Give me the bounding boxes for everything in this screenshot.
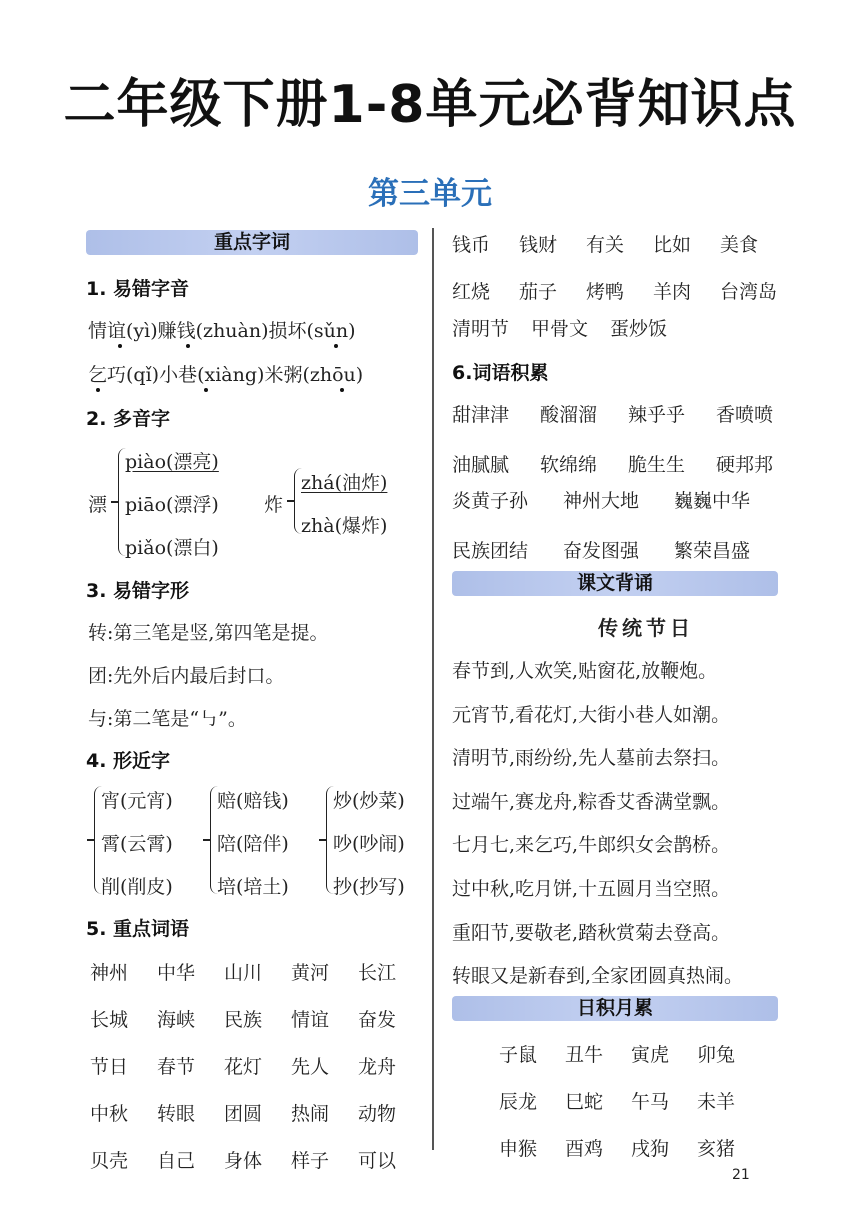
s1-row-2 [88,360,363,387]
poem-line: 重阳节,要敬老,踏秋赏菊去登高。 [452,921,731,944]
page-title: 二年级下册1-8单元必背知识点 [63,75,797,135]
word: 神州 [90,962,129,984]
zodiac-item: 亥猪 [697,1138,736,1160]
zodiac-item: 申猴 [499,1138,538,1160]
word: 长江 [358,962,397,984]
word: 钱币 [452,234,491,256]
s6-words-idioms [452,486,785,563]
polyphone-item: piào(漂亮) [125,451,219,473]
word: 脆生生 [628,454,686,476]
zodiac-item: 戌狗 [631,1138,670,1160]
word: 春节 [157,1056,196,1078]
similar-char: 宵(元宵) [101,790,173,812]
word: 软绵绵 [540,454,598,476]
poem-line: 春节到,人欢笑,贴窗花,放鞭炮。 [452,660,718,682]
similar-char: 霄(云霄) [101,833,173,855]
column-divider [432,228,434,1150]
word: 奋发图强 [563,540,640,562]
zodiac-item: 未羊 [697,1091,736,1113]
word: 烤鸭 [586,281,625,303]
page-number: 21 [732,1167,750,1183]
s3-heading: 3. 易错字形 [86,580,190,602]
word: 有关 [586,234,625,256]
word: 油腻腻 [452,454,510,476]
word: 龙舟 [358,1056,397,1078]
word: 自己 [157,1150,196,1172]
poem-title: 传统节日 [598,616,694,640]
emphasis-dot [118,344,122,348]
emphasis-dot [204,388,208,392]
word: 可以 [358,1150,397,1172]
word: 炎黄子孙 [452,490,529,512]
word: 甜津津 [452,404,510,426]
s3-line: 团:先外后内最后封口。 [88,665,285,687]
polyphone-item: zhá(油炸) [301,472,388,494]
poem-body [452,650,743,999]
word: 神州大地 [563,490,640,512]
word: 中华 [157,962,196,984]
s4-heading: 4. 形近字 [86,750,171,772]
word: 美食 [720,234,759,256]
word: 长城 [90,1009,129,1031]
word: 花灯 [224,1056,263,1078]
zodiac-item: 午马 [631,1091,670,1113]
zodiac-item: 卯兔 [697,1044,736,1066]
emphasis-dot [96,388,100,392]
similar-char: 抄(抄写) [333,876,405,898]
word: 清明节 [452,318,510,340]
poem-line: 元宵节,看花灯,大街小巷人如潮。 [452,703,731,726]
word: 红烧 [452,281,491,303]
word: 甲骨文 [531,318,589,340]
word: 团圆 [224,1103,263,1125]
s5-words-right-last-row [452,314,667,341]
word: 茄子 [519,281,558,303]
similar-char: 赔(赔钱) [217,790,289,812]
poem-line: 清明节,雨纷纷,先人墓前去祭扫。 [452,747,731,770]
similar-char: 培(培土) [217,876,289,898]
zodiac-item: 酉鸡 [565,1138,604,1160]
s2-heading: 2. 多音字 [86,408,171,430]
similar-char: 炒(炒菜) [333,790,405,812]
s3-line: 转:第三笔是竖,第四笔是提。 [88,622,329,644]
s1-item: 乞巧(qǐ) [88,364,160,386]
word: 转眼 [157,1103,196,1125]
word: 动物 [358,1103,397,1125]
similar-char: 削(削皮) [101,876,173,898]
zodiac-item: 辰龙 [499,1091,538,1113]
poem-line: 过中秋,吃月饼,十五圆月当空照。 [452,877,731,900]
word: 民族团结 [452,540,529,562]
word: 比如 [653,234,692,256]
word: 节日 [90,1056,129,1078]
word: 贝壳 [90,1150,129,1172]
word: 先人 [291,1056,330,1078]
s1-heading: 1. 易错字音 [86,278,190,300]
polyphone-char-zha: 炸 [264,494,284,516]
s1-item: 小巷(xiàng) [159,364,265,386]
word: 钱财 [519,234,558,256]
word: 香喷喷 [716,404,774,426]
word: 繁荣昌盛 [674,540,751,562]
zodiac-item: 丑牛 [565,1044,604,1066]
s5-heading: 5. 重点词语 [86,918,190,940]
word: 黄河 [291,962,330,984]
unit-heading: 第三单元 [368,176,492,212]
emphasis-dot [334,344,338,348]
poem-line: 过端午,赛龙舟,粽香艾香满堂飘。 [452,790,731,813]
polyphone-item: zhà(爆炸) [301,515,388,537]
word: 样子 [291,1150,330,1172]
word: 身体 [224,1150,263,1172]
word: 酸溜溜 [540,404,598,426]
word: 民族 [224,1009,263,1031]
s1-item: 米粥(zhōu) [264,364,364,386]
poem-line: 七月七,来乞巧,牛郎织女会鹊桥。 [452,834,731,857]
word: 羊肉 [653,281,692,303]
word: 中秋 [90,1103,129,1125]
similar-char: 吵(吵闹) [333,833,405,855]
zodiac-item: 巳蛇 [565,1091,604,1113]
similar-char: 陪(陪伴) [217,833,289,855]
s5-words-right [452,230,794,304]
word: 情谊 [291,1009,330,1031]
s6-heading: 6.词语积累 [452,362,549,384]
zodiac-item: 子鼠 [499,1044,538,1066]
word: 巍巍中华 [674,490,751,512]
s3-line: 与:第二笔是“㇉”。 [88,708,247,730]
polyphone-item: piāo(漂浮) [125,494,219,516]
word: 蛋炒饭 [610,318,668,340]
poem-line: 转眼又是新春到,全家团圆真热闹。 [452,965,744,988]
s1-item: 赚钱(zhuàn) [157,320,269,342]
emphasis-dot [340,388,344,392]
section-band-key-words: 重点字词 [86,230,418,255]
zodiac-grid [499,1040,763,1161]
polyphone-char-piao: 漂 [88,494,108,516]
word: 辣乎乎 [628,404,686,426]
word: 山川 [224,962,263,984]
word: 奋发 [358,1009,397,1031]
word: 海峡 [157,1009,196,1031]
s1-row-1 [88,316,356,343]
polyphone-item: piǎo(漂白) [125,537,219,559]
section-band-daily: 日积月累 [452,996,778,1021]
section-band-recite: 课文背诵 [452,571,778,596]
s6-words-abb [452,400,804,477]
zodiac-item: 寅虎 [631,1044,670,1066]
s5-words-left [90,958,425,1173]
emphasis-dot [186,344,190,348]
word: 硬邦邦 [716,454,774,476]
s1-item: 损坏(sǔn) [268,320,356,342]
word: 台湾岛 [720,281,778,303]
s1-item: 情谊(yì) [88,320,158,342]
word: 热闹 [291,1103,330,1125]
